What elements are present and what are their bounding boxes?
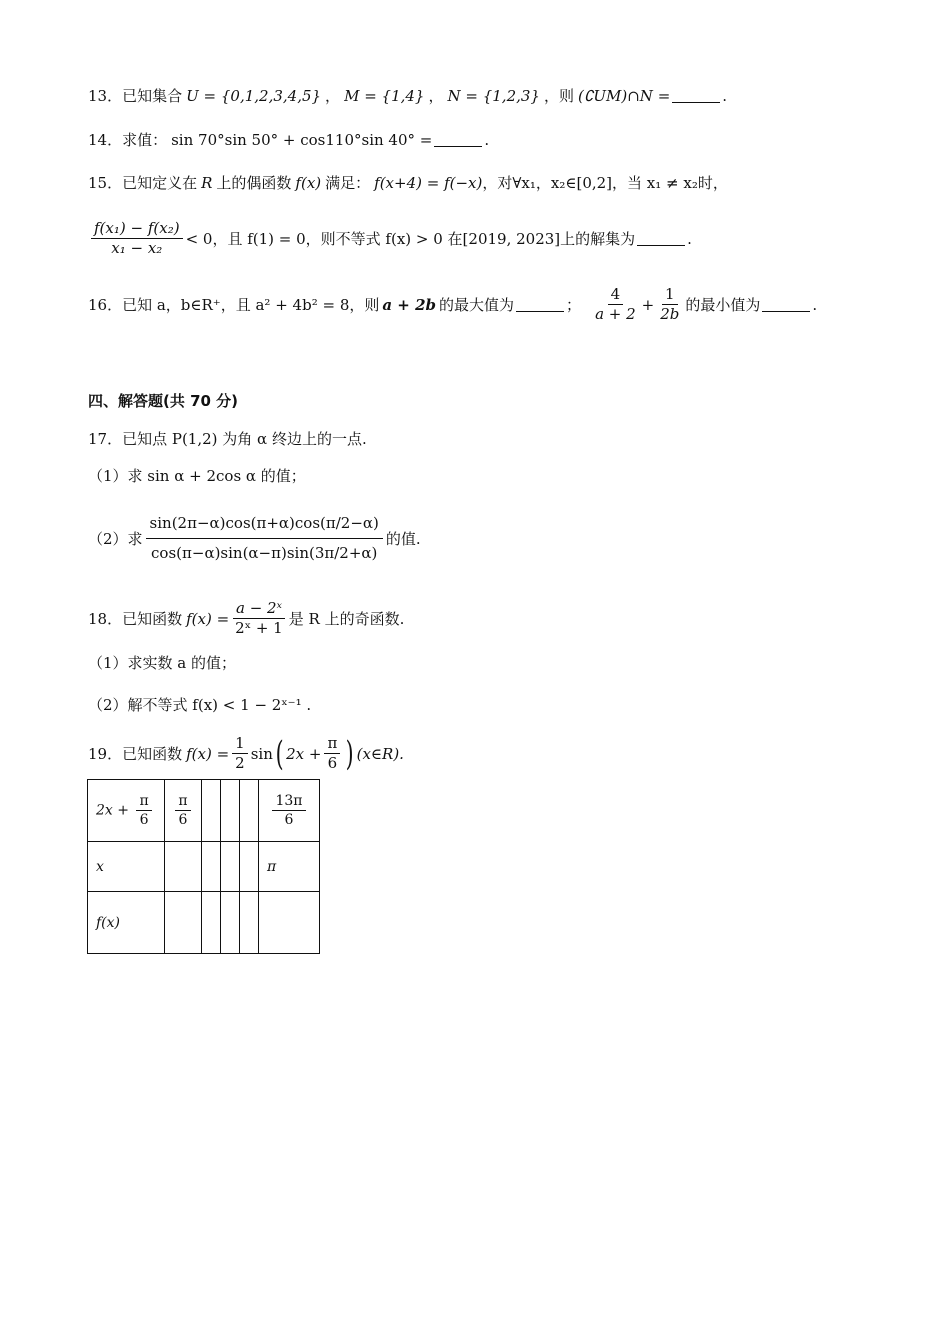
period: . <box>722 86 728 105</box>
fraction-denominator: a + 2 <box>595 305 636 324</box>
sin-function: sin <box>250 744 273 763</box>
function-f: f(x) = <box>186 744 230 763</box>
question-15 <box>88 172 728 193</box>
trig-fraction <box>146 507 383 571</box>
table-cell[interactable] <box>165 780 202 842</box>
question-number: 19． <box>88 745 123 764</box>
answer-blank[interactable] <box>762 297 810 312</box>
condition: f(x+4) = f(−x) <box>374 173 483 192</box>
set-m: M = {1,4} <box>344 86 425 105</box>
fraction-denominator: 2ˣ + 1 <box>235 619 283 638</box>
question-17-part-1: （1）求 sin α + 2cos α 的值； <box>88 467 306 485</box>
question-14 <box>88 129 489 150</box>
table-cell[interactable] <box>259 842 320 892</box>
fraction-numerator: π <box>136 793 151 811</box>
part-label: （2）求 <box>88 530 143 549</box>
question-19 <box>88 735 404 773</box>
table-row <box>88 892 320 954</box>
expression: a + 2b <box>382 295 437 314</box>
fraction-denominator: 6 <box>178 812 188 828</box>
fraction <box>657 286 682 324</box>
fraction-denominator: 6 <box>327 754 338 773</box>
separator: ； <box>566 296 582 315</box>
table-cell[interactable] <box>221 892 240 954</box>
table-cell[interactable] <box>221 780 240 842</box>
table-cell[interactable] <box>165 842 202 892</box>
cell-text: π <box>267 858 277 875</box>
question-text: 的最小值为 <box>685 296 761 315</box>
question-18-part-1: （1）求实数 a 的值； <box>88 654 237 672</box>
table-header-cell <box>88 892 165 954</box>
question-number: 14． <box>88 131 123 149</box>
cell-text: f(x) <box>96 914 121 931</box>
expression: (∁UM)∩N = <box>577 86 671 105</box>
function-f: f(x) = <box>186 609 230 628</box>
set-u: U = {0,1,2,3,4,5} <box>186 86 322 105</box>
table-row <box>88 780 320 842</box>
table-cell[interactable] <box>202 892 221 954</box>
cell-text: x <box>96 858 104 875</box>
fraction-denominator: x₁ − x₂ <box>111 239 163 258</box>
fraction-numerator: 4 <box>608 286 624 305</box>
table-cell[interactable] <box>240 892 259 954</box>
set-r: R <box>201 173 213 192</box>
answer-blank[interactable] <box>516 297 564 312</box>
left-paren: ( <box>275 733 284 774</box>
expression: sin 70°sin 50° + cos110°sin 40° = <box>171 130 433 149</box>
separator: ， <box>325 87 341 105</box>
question-text: 满足： <box>325 174 371 192</box>
table-cell[interactable] <box>202 780 221 842</box>
table-header-cell <box>88 780 165 842</box>
function-f: f(x) <box>295 173 322 192</box>
question-18 <box>88 600 404 638</box>
answer-blank[interactable] <box>637 231 685 246</box>
question-15-continued <box>88 220 692 258</box>
question-text: 上的偶函数 <box>216 174 292 192</box>
domain: (x∈R). <box>356 744 404 763</box>
fraction <box>175 793 190 828</box>
question-17-part-2 <box>88 507 421 571</box>
fraction <box>272 793 305 828</box>
table-cell[interactable] <box>221 842 240 892</box>
fraction <box>232 735 248 773</box>
table-cell[interactable] <box>165 892 202 954</box>
period: . <box>687 229 692 248</box>
answer-blank[interactable] <box>672 88 720 103</box>
table-cell[interactable] <box>202 842 221 892</box>
table-row <box>88 842 320 892</box>
fraction <box>232 600 286 638</box>
question-text: 已知函数 <box>122 745 183 764</box>
table-cell[interactable] <box>240 842 259 892</box>
fraction <box>592 286 639 324</box>
fraction-numerator: f(x₁) − f(x₂) <box>91 220 183 239</box>
question-number: 13． <box>88 87 123 105</box>
question-17-stem: 17．已知点 P(1,2) 为角 α 终边上的一点. <box>88 430 367 448</box>
fraction-denominator: 6 <box>139 812 149 828</box>
separator: ， <box>428 87 444 105</box>
question-13 <box>88 85 727 106</box>
fraction-numerator: 13π <box>272 793 305 811</box>
fraction-numerator: π <box>175 793 190 811</box>
fraction-numerator: sin(2π−α)cos(π+α)cos(π/2−α) <box>146 507 383 539</box>
fraction-denominator: 2 <box>235 754 245 773</box>
fraction-denominator: 6 <box>284 812 294 828</box>
question-text: 已知集合 <box>122 87 183 105</box>
set-n: N = {1,2,3} <box>447 86 540 105</box>
section-heading: 四、解答题(共 70 分) <box>88 392 239 410</box>
question-text: 求值： <box>122 131 168 149</box>
plus-sign: + <box>641 295 655 314</box>
fraction-numerator: a − 2ˣ <box>233 600 285 619</box>
period: . <box>812 295 818 314</box>
cell-text: 2x + <box>96 802 129 819</box>
question-number: 18． <box>88 610 123 629</box>
fraction <box>324 735 340 773</box>
question-text: ，则 <box>543 87 574 105</box>
table-cell[interactable] <box>240 780 259 842</box>
question-number: 15． <box>88 174 123 192</box>
question-text: 的值. <box>385 530 421 549</box>
table-cell[interactable] <box>259 892 320 954</box>
fraction-numerator: π <box>324 735 340 754</box>
inner-expression: 2x + <box>286 744 322 763</box>
fraction-numerator: 1 <box>662 286 678 305</box>
question-text: 是 R 上的奇函数. <box>288 610 405 629</box>
value-table <box>87 779 320 954</box>
question-text: 的最大值为 <box>439 296 515 315</box>
fraction-numerator: 1 <box>232 735 248 754</box>
table-cell[interactable] <box>259 780 320 842</box>
fraction <box>136 793 151 828</box>
answer-blank[interactable] <box>434 132 482 147</box>
fraction-denominator: 2b <box>660 305 680 324</box>
right-paren: ) <box>345 733 354 774</box>
fraction-denominator: cos(π−α)sin(α−π)sin(3π/2+α) <box>151 544 378 563</box>
question-text: 已知定义在 <box>122 174 198 192</box>
monotonic-fraction <box>91 220 183 258</box>
question-text: 已知函数 <box>122 610 183 629</box>
question-16 <box>88 286 817 324</box>
period: . <box>484 130 490 149</box>
question-text: < 0，且 f(1) = 0，则不等式 f(x) > 0 在[2019, 2023]上的解集为 <box>185 230 636 249</box>
question-text: 已知 a，b∈R⁺，且 a² + 4b² = 8，则 <box>122 296 380 315</box>
question-18-part-2: （2）解不等式 f(x) < 1 − 2ˣ⁻¹ . <box>88 696 312 714</box>
question-number: 16． <box>88 296 123 315</box>
question-text: ，对∀x₁，x₂∈[0,2]，当 x₁ ≠ x₂时， <box>482 174 728 192</box>
table-header-cell <box>88 842 165 892</box>
